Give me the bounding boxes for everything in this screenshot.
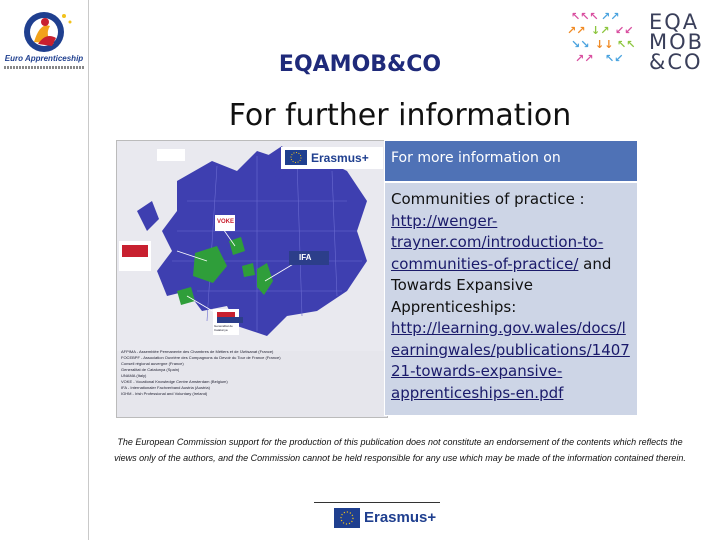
legend-line: Generalitat de Catalunya (Spain) [121,367,180,372]
erasmus-footer-label: Erasmus+ [364,509,437,526]
logo-subline [4,66,84,69]
legend-line: IGHM - Irish Professional and Voluntary (Ireland) [121,391,208,396]
europe-map-icon [117,141,387,351]
info-table-body [384,182,638,416]
euro-apprenticeship-text: Euro Apprenticeship [4,54,84,63]
legend-line: Conseil régional auvergne (France) [121,361,184,366]
partner-map-image [116,140,388,418]
svg-text:↘↘: ↘↘ [571,38,590,51]
svg-text:↖↖: ↖↖ [617,38,636,51]
svg-text:↖↖↖: ↖↖↖ [571,10,599,23]
page-subtitle: For further information [228,98,572,133]
erasmus-footer-logo [334,507,454,529]
info-text-part: Communities of practice : [391,190,585,208]
communities-of-practice-link[interactable]: http://wenger-trayner.com/introduction-to-communities-of-practice/ [391,211,604,273]
eqamobco-logo-text [649,12,704,72]
ifa-badge-label: IFA [299,253,312,262]
footer-divider [314,502,440,503]
legend-line: FOCEBPF - Association Ouvrière des Compagnons du Devoir du Tour de France (France) [121,355,281,360]
info-text [391,189,631,404]
co-logo-line: &CO [649,50,703,74]
eu-flag-icon [334,508,360,528]
svg-text:↗↗: ↗↗ [567,24,586,37]
expansive-apprenticeships-link[interactable]: http://learning.gov.wales/docs/learningwales/publications/140721-towards-expansive-apprenticeships-en.pdf [391,319,630,402]
voke-badge-label: VOKE [217,219,235,225]
info-header-text: For more information on [391,150,561,166]
svg-text:↙↙: ↙↙ [615,24,634,37]
page-title: EQAMOB&CO [278,52,442,77]
euro-apprenticeship-logo [4,8,84,74]
eqa-logo-line: EQA [649,10,700,34]
svg-text:↓↗: ↓↗ [591,24,610,37]
info-text-part: and Towards Expansive Apprenticeships: [391,254,612,316]
euro-apprenticeship-emblem-icon [4,8,84,54]
erasmus-badge-label: Erasmus+ [311,151,369,165]
legend-line: UNAMA (Italy) [121,373,147,378]
eqamobco-logo [565,8,715,74]
legend-line: AFPIMA - Assemblée Permanente des Chambres de Métiers et de l'Artisanat (France) [121,349,274,354]
svg-text:↓↓: ↓↓ [595,38,614,51]
svg-text:↖↙: ↖↙ [605,52,624,65]
disclaimer-text: The European Commission support for the production of this publication does not constitute an endorsement of the contents which reflects the views only of the authors, and the Commission cannot be held responsible for any use which may be made of the information contained therein. [114,437,686,463]
legend-line: VOKE - Vocational Knowledge Centre Amsterdam (Belgium) [121,379,228,384]
arrows-pattern-icon [565,8,643,68]
svg-text:↗↗: ↗↗ [575,52,594,65]
legend-line: IFA - Internationaler Fachverband Austria (Austria) [121,385,210,390]
left-logo-panel [0,0,89,540]
generalitat-badge-label: Generalitat de Catalunya [214,324,233,332]
mob-logo-line: MOB [649,30,705,54]
map-partner-legend [121,349,383,397]
svg-text:↗↗: ↗↗ [601,10,620,23]
info-table-header [384,140,638,182]
